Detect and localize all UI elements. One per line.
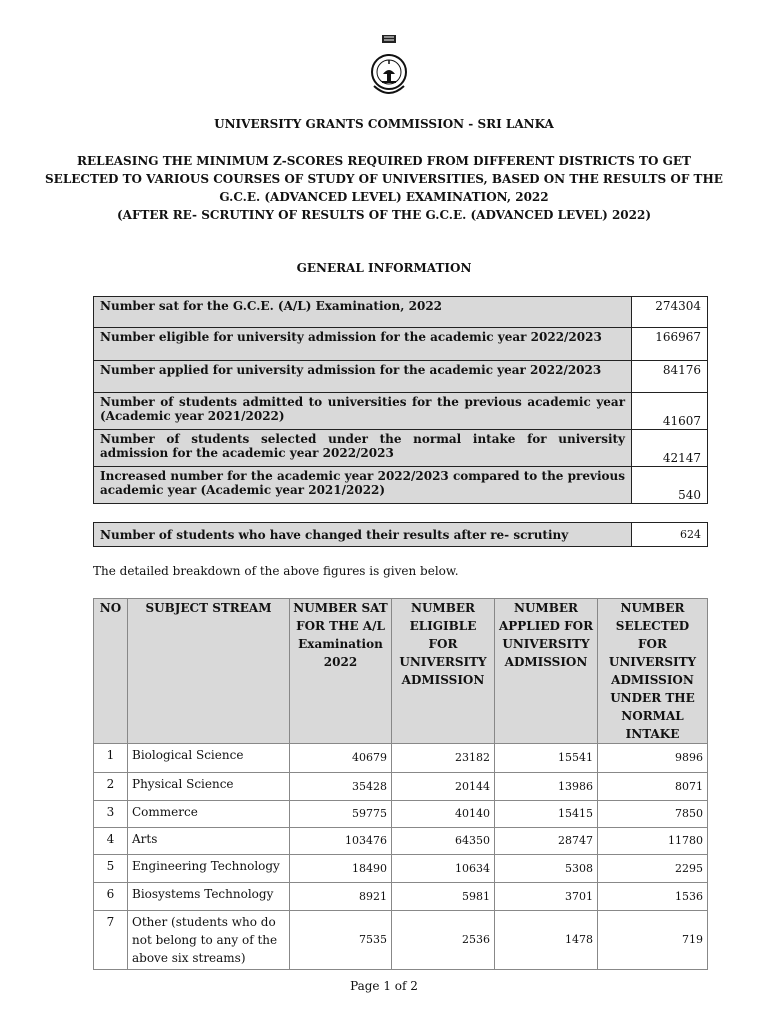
table-row [94, 883, 708, 911]
row-stream: Commerce [128, 801, 290, 828]
row-no: 2 [94, 773, 128, 801]
row-stream: Other (students who do not belong to any of the above six streams) [128, 911, 290, 970]
table-row [94, 523, 708, 547]
header-selected: NUMBER SELECTED FOR UNIVERSITY ADMISSION UNDER THE NORMAL INTAKE [598, 599, 708, 744]
table-row [94, 467, 708, 504]
document-title [0, 152, 768, 224]
table-row [94, 855, 708, 883]
row-eligible: 2536 [392, 911, 495, 970]
row-selected: 9896 [598, 744, 708, 773]
table-row [94, 361, 708, 393]
table-row [94, 297, 708, 328]
row-stream: Arts [128, 828, 290, 855]
row-value: 274304 [632, 297, 708, 328]
table-row [94, 393, 708, 430]
row-sat: 40679 [290, 744, 392, 773]
table-row [94, 744, 708, 773]
row-sat: 35428 [290, 773, 392, 801]
row-eligible: 5981 [392, 883, 495, 911]
header-row [94, 599, 708, 744]
row-value: 42147 [632, 430, 708, 467]
table-row [94, 430, 708, 467]
general-info-heading: GENERAL INFORMATION [296, 261, 472, 275]
row-label: Number eligible for university admission for the academic year 2022/2023 [94, 328, 632, 361]
header-no: NO [94, 599, 128, 744]
row-label: Increased number for the academic year 2022/2023 compared to the previous academic year (Academic year 2021/2022) [94, 467, 632, 504]
row-sat: 8921 [290, 883, 392, 911]
row-eligible: 64350 [392, 828, 495, 855]
table-row [94, 801, 708, 828]
row-selected: 719 [598, 911, 708, 970]
row-selected: 11780 [598, 828, 708, 855]
row-applied: 13986 [495, 773, 598, 801]
breakdown-intro: The detailed breakdown of the above figures is given below. [93, 564, 459, 578]
row-selected: 7850 [598, 801, 708, 828]
row-applied: 28747 [495, 828, 598, 855]
row-value: 84176 [632, 361, 708, 393]
row-label: Number of students admitted to universities for the previous academic year (Academic year 2021/2022) [94, 393, 632, 430]
row-eligible: 23182 [392, 744, 495, 773]
row-eligible: 10634 [392, 855, 495, 883]
row-label: Number sat for the G.C.E. (A/L) Examination, 2022 [94, 297, 632, 328]
row-stream: Physical Science [128, 773, 290, 801]
table-row [94, 911, 708, 970]
row-selected: 1536 [598, 883, 708, 911]
page-number: Page 1 of 2 [350, 979, 418, 993]
title-line: (AFTER RE- SCRUTINY OF RESULTS OF THE G.C.E. (ADVANCED LEVEL) 2022) [116, 208, 652, 222]
detail-table [93, 598, 708, 970]
row-value: 41607 [632, 393, 708, 430]
table-row [94, 328, 708, 361]
row-applied: 5308 [495, 855, 598, 883]
row-no: 6 [94, 883, 128, 911]
row-sat: 103476 [290, 828, 392, 855]
row-no: 7 [94, 911, 128, 970]
row-applied: 15541 [495, 744, 598, 773]
row-value: 166967 [632, 328, 708, 361]
row-stream: Biological Science [128, 744, 290, 773]
row-eligible: 20144 [392, 773, 495, 801]
rescrutiny-label: Number of students who have changed their results after re- scrutiny [94, 523, 632, 547]
row-sat: 7535 [290, 911, 392, 970]
row-no: 3 [94, 801, 128, 828]
header-stream: SUBJECT STREAM [128, 599, 290, 744]
row-stream: Biosystems Technology [128, 883, 290, 911]
row-label: Number applied for university admission for the academic year 2022/2023 [94, 361, 632, 393]
row-stream: Engineering Technology [128, 855, 290, 883]
university-emblem-icon [370, 34, 408, 98]
header-eligible: NUMBER ELIGIBLE FOR UNIVERSITY ADMISSION [392, 599, 495, 744]
row-label: Number of students selected under the normal intake for university admission for the academic year 2022/2023 [94, 430, 632, 467]
rescrutiny-table [93, 522, 708, 547]
row-no: 4 [94, 828, 128, 855]
row-applied: 3701 [495, 883, 598, 911]
header-applied: NUMBER APPLIED FOR UNIVERSITY ADMISSION [495, 599, 598, 744]
general-info-table [93, 296, 708, 504]
row-applied: 15415 [495, 801, 598, 828]
table-row [94, 773, 708, 801]
row-selected: 2295 [598, 855, 708, 883]
table-row [94, 828, 708, 855]
row-sat: 18490 [290, 855, 392, 883]
row-sat: 59775 [290, 801, 392, 828]
row-no: 5 [94, 855, 128, 883]
row-value: 540 [632, 467, 708, 504]
title-line: RELEASING THE MINIMUM Z-SCORES REQUIRED FROM DIFFERENT DISTRICTS TO GET [77, 154, 691, 168]
row-no: 1 [94, 744, 128, 773]
rescrutiny-value: 624 [632, 523, 708, 547]
row-eligible: 40140 [392, 801, 495, 828]
title-line: G.C.E. (ADVANCED LEVEL) EXAMINATION, 2022 [219, 190, 549, 204]
row-applied: 1478 [495, 911, 598, 970]
title-line: SELECTED TO VARIOUS COURSES OF STUDY OF UNIVERSITIES, BASED ON THE RESULTS OF THE [45, 172, 723, 186]
row-selected: 8071 [598, 773, 708, 801]
organization-name: UNIVERSITY GRANTS COMMISSION - SRI LANKA [214, 117, 554, 131]
header-sat: NUMBER SAT FOR THE A/L Examination 2022 [290, 599, 392, 744]
